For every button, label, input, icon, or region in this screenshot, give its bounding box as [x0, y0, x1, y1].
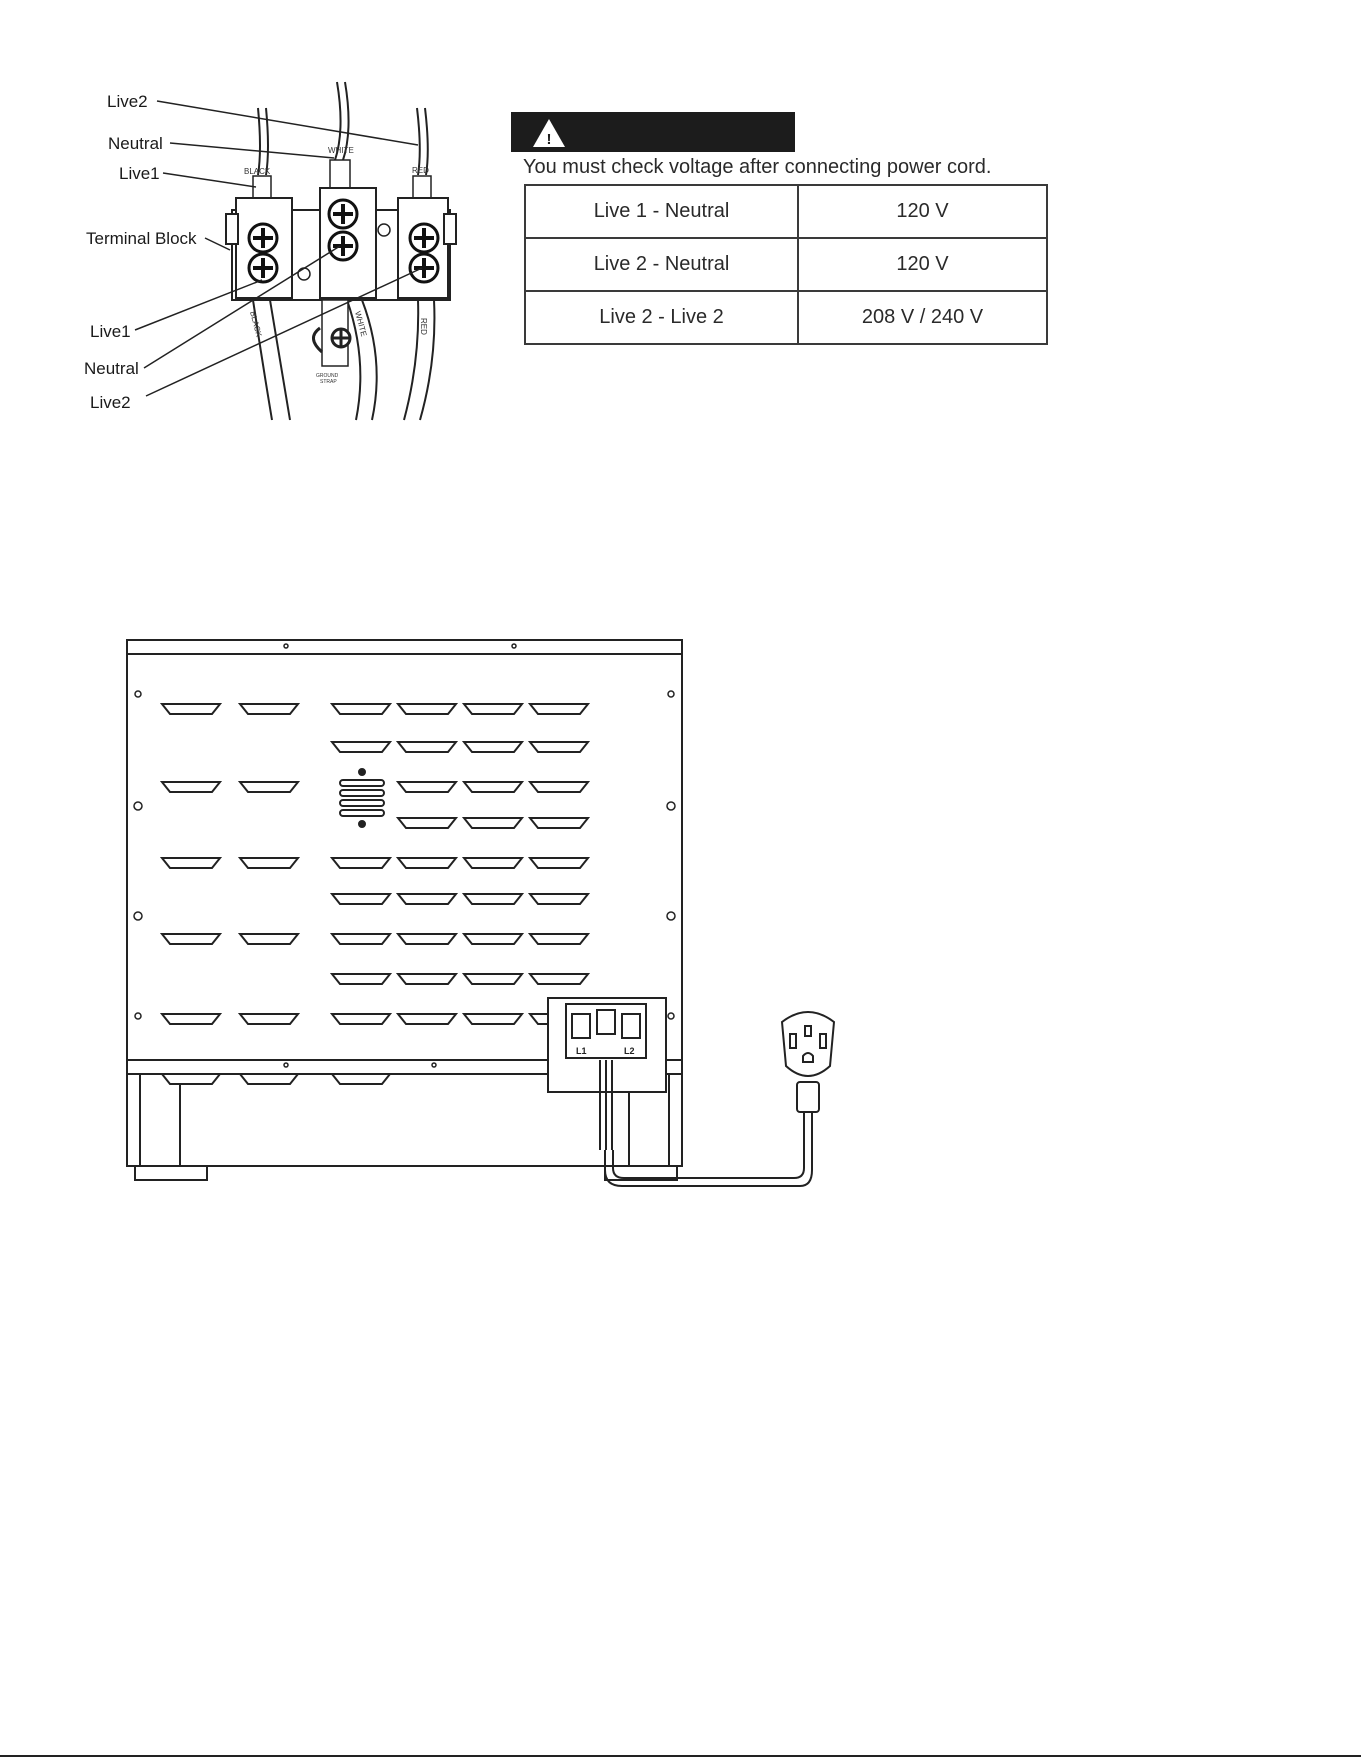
vent-slot	[240, 934, 298, 944]
warning-triangle-icon	[529, 112, 569, 152]
warning-text: You must check voltage after connecting power cord.	[523, 156, 992, 178]
table-row	[525, 238, 1047, 291]
vent-slot	[240, 858, 298, 868]
table-cell-pair: Live 2 - Live 2	[525, 291, 798, 344]
table-cell-pair: Live 1 - Neutral	[525, 185, 798, 238]
vent-slot	[530, 742, 588, 752]
svg-text:!: !	[546, 131, 552, 148]
vent-slot	[162, 1014, 220, 1024]
vent-slot	[464, 858, 522, 868]
vent-slot	[398, 704, 456, 714]
vent-slot	[332, 894, 390, 904]
callout-live1-top: Live1	[119, 164, 160, 183]
vent-slot	[398, 974, 456, 984]
voltage-table	[524, 184, 1048, 345]
vent-slot	[162, 934, 220, 944]
table-cell-pair: Live 2 - Neutral	[525, 238, 798, 291]
vent-slot	[240, 1074, 298, 1084]
table-cell-voltage: 208 V / 240 V	[798, 291, 1047, 344]
callout-neutral-top: Neutral	[108, 134, 163, 153]
vent-slot	[332, 742, 390, 752]
vent-slot	[464, 742, 522, 752]
vent-slot	[162, 782, 220, 792]
wire-label-white-lower: WHITE	[353, 310, 369, 338]
ground-strap-label: GROUND	[316, 373, 339, 379]
vent-slot	[530, 894, 588, 904]
vent-slot	[240, 704, 298, 714]
callout-live1-bottom: Live1	[90, 322, 131, 341]
vent-slot	[332, 704, 390, 714]
vent-slot	[398, 782, 456, 792]
vent-slot	[398, 742, 456, 752]
vent-slot	[398, 894, 456, 904]
table-cell-voltage: 120 V	[798, 185, 1047, 238]
vent-slot	[464, 782, 522, 792]
callout-neutral-bottom: Neutral	[84, 359, 139, 378]
vent-slot	[398, 858, 456, 868]
vent-slot	[464, 1014, 522, 1024]
vent-slot	[530, 934, 588, 944]
vent-slot	[332, 934, 390, 944]
vent-slot	[332, 1014, 390, 1024]
vent-slot	[530, 858, 588, 868]
table-cell-voltage: 120 V	[798, 238, 1047, 291]
wire-label-red: RED	[412, 166, 429, 175]
terminal-l1-label: L1	[576, 1046, 587, 1056]
power-plug-icon	[782, 1012, 834, 1112]
wire-label-red-lower: RED	[419, 318, 428, 335]
vent-slot	[332, 1074, 390, 1084]
vent-slot	[240, 782, 298, 792]
callout-live2-bottom: Live2	[90, 393, 131, 412]
page-bottom-rule	[0, 1755, 1361, 1757]
vent-slot	[464, 894, 522, 904]
table-row	[525, 291, 1047, 344]
vent-slot	[464, 934, 522, 944]
callout-live2-top: Live2	[107, 92, 148, 111]
vent-slot	[332, 974, 390, 984]
terminal-l2-label: L2	[624, 1046, 635, 1056]
terminal-wiring-diagram	[0, 0, 520, 440]
vent-slot	[464, 818, 522, 828]
wire-label-black: BLACK	[244, 167, 271, 176]
vent-slot	[162, 1074, 220, 1084]
vent-slot	[530, 782, 588, 792]
vent-slot	[162, 858, 220, 868]
wire-label-black-lower: BLACK	[248, 310, 264, 338]
table-row	[525, 185, 1047, 238]
vent-slot	[530, 818, 588, 828]
vent-slot	[240, 1014, 298, 1024]
ground-strap-label-2: STRAP	[320, 379, 337, 385]
vent-slot	[464, 974, 522, 984]
vent-slot	[530, 704, 588, 714]
vent-slot	[332, 858, 390, 868]
appliance-rear-view	[100, 630, 860, 1350]
wire-label-white: WHITE	[328, 146, 354, 155]
vent-slot	[530, 974, 588, 984]
warning-banner	[511, 112, 795, 152]
vent-slot	[398, 1014, 456, 1024]
vent-slot	[162, 704, 220, 714]
vent-slot	[398, 934, 456, 944]
vent-slot	[464, 704, 522, 714]
vent-slot	[398, 818, 456, 828]
callout-terminal-block: Terminal Block	[86, 229, 197, 248]
